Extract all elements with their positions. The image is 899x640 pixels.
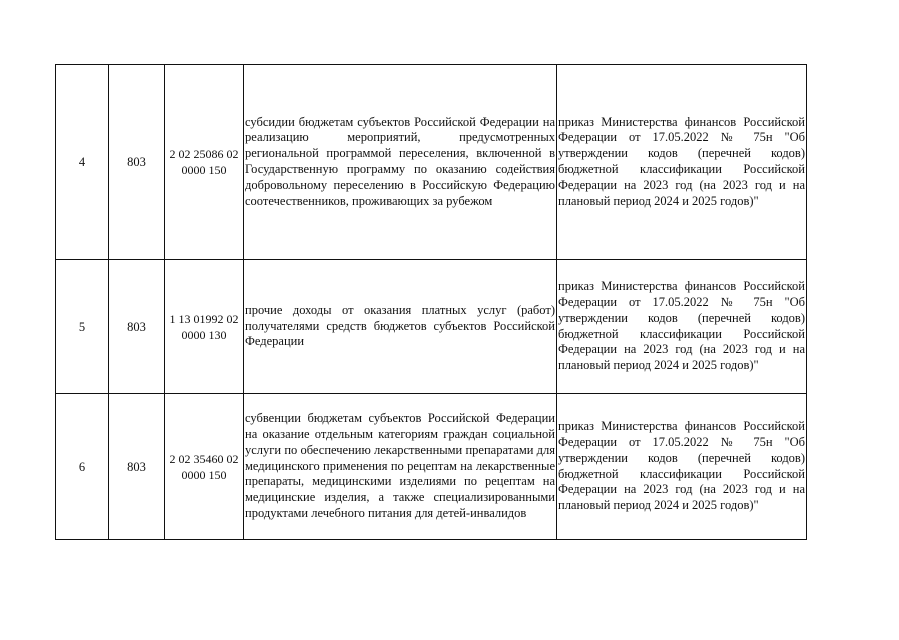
- row-number: 4: [56, 65, 109, 260]
- kbk-code-part2: 0000 150: [181, 163, 227, 177]
- table-row: [56, 65, 807, 260]
- budget-classification-code: [165, 65, 244, 260]
- kbk-code-part1: 1 13 01992 02: [169, 311, 239, 326]
- kbk-code-part1: 2 02 25086 02: [169, 147, 239, 161]
- administrator-code: 803: [109, 394, 165, 540]
- table-row: [56, 260, 807, 394]
- kbk-code-part1: 2 02 35460 02: [169, 451, 239, 466]
- row-number: 5: [56, 260, 109, 394]
- revenue-description: субсидии бюджетам субъектов Российской Федерации на реализацию мероприятий, предусмотренных региональной программой переселения, включенной в Государственную программу по оказанию содействия добровольному переселению в Российскую Федерацию соотечественников, проживающих за рубежом: [244, 65, 557, 260]
- legal-basis: приказ Министерства финансов Российской Федерации от 17.05.2022 № 75н "Об утверждении кодов (перечней кодов) бюджетной классификации Российской Федерации на 2023 год (на 2023 год и на плановый период 2024 и 2025 годов)": [557, 65, 807, 260]
- administrator-code: 803: [109, 260, 165, 394]
- row-number: 6: [56, 394, 109, 540]
- administrator-code: 803: [109, 65, 165, 260]
- budget-classification-code: [165, 394, 244, 540]
- table-row: [56, 394, 807, 540]
- revenue-codes-table: [55, 64, 807, 540]
- legal-basis: приказ Министерства финансов Российской Федерации от 17.05.2022 № 75н "Об утверждении кодов (перечней кодов) бюджетной классификации Российской Федерации на 2023 год (на 2023 год и на плановый период 2024 и 2025 годов)": [557, 260, 807, 394]
- kbk-code-part2: 0000 150: [181, 467, 227, 482]
- revenue-description: прочие доходы от оказания платных услуг (работ) получателями средств бюджетов субъектов Российской Федерации: [244, 260, 557, 394]
- revenue-description: субвенции бюджетам субъектов Российской Федерации на оказание отдельным категориям граждан социальной услуги по обеспечению лекарственными препаратами для медицинского применения по рецептам на лекарственные препараты, медицинскими изделиями по рецептам на медицинские изделия, а также специализированными продуктами лечебного питания для детей-инвалидов: [244, 394, 557, 540]
- kbk-code-part2: 0000 130: [181, 327, 227, 342]
- legal-basis: приказ Министерства финансов Российской Федерации от 17.05.2022 № 75н "Об утверждении кодов (перечней кодов) бюджетной классификации Российской Федерации на 2023 год (на 2023 год и на плановый период 2024 и 2025 годов)": [557, 394, 807, 540]
- budget-classification-code: [165, 260, 244, 394]
